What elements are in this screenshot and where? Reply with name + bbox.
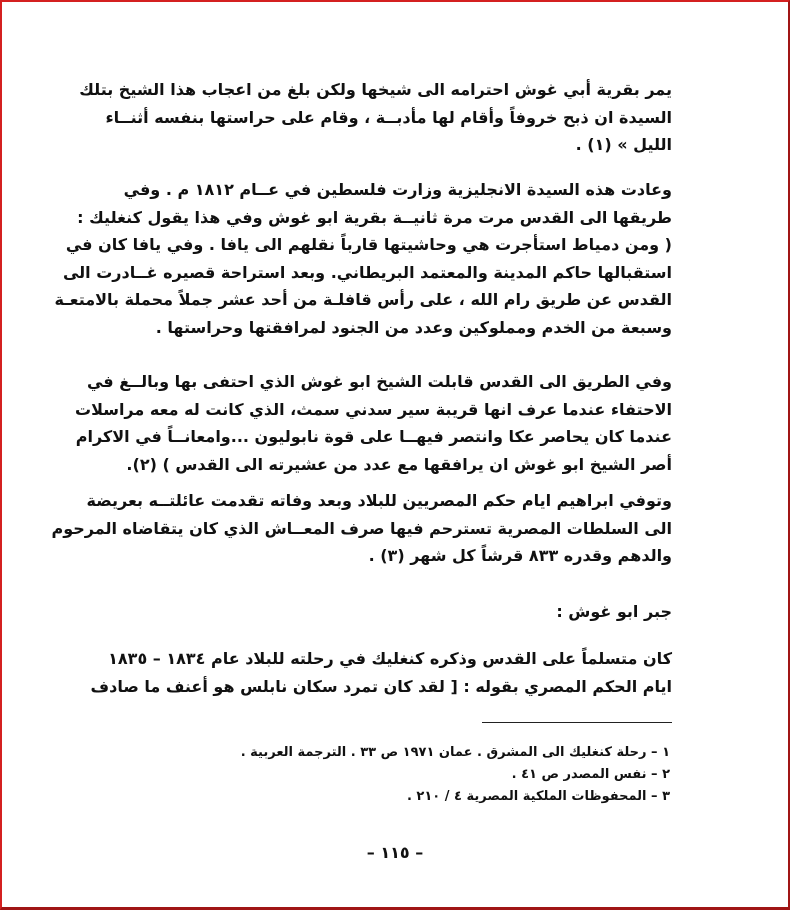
paragraph-5: [90, 645, 672, 700]
text-line: القدس عن طريق رام الله ، على رأس قافلـة من أحد عشر جملاً محملة بالامتعـة: [54, 290, 672, 309]
footnote-divider: [482, 722, 672, 723]
paragraph-1: [79, 76, 672, 159]
paragraph-4: [51, 487, 672, 570]
text-line: السيدة ان ذبح خروفاً وأقام لها مأدبــة ، وقام على حراستها بنفسه أثنــاء: [105, 107, 672, 127]
text-line: ( ومن دمياط استأجرت هي وحاشيتها قارباً نقلهم الى يافا . وفي يافا كان في: [65, 235, 672, 254]
text-line: ايام الحكم المصري بقوله : [ لقد كان تمرد سكان نابلس هو أعنف ما صادف: [90, 676, 672, 696]
text-line: أصر الشيخ ابو غوش ان يرافقها مع عدد من عشيرته الى القدس ) (٢).: [126, 454, 672, 474]
footnote-1: ١ – رحلة كنغليك الى المشرق . عمان ١٩٧١ ص ٣٣ . الترجمة العربية .: [240, 745, 670, 760]
text-line: استقبالها حاكم المدينة والمعتمد البريطاني. وبعد استراحة قصيره غــادرت الى: [62, 262, 672, 282]
text-line: عندما كان يحاصر عكا وانتصر فيهــا على قوة نابوليون ...وامعانــاً في الاكرام: [75, 427, 672, 446]
text-line: وتوفي ابراهيم ايام حكم المصريين للبلاد وبعد وفاته تقدمت عائلتــه بعريضة: [86, 491, 672, 510]
section-heading: جبر ابو غوش :: [556, 602, 672, 621]
text-line: الاحتفاء عندما عرف انها قريبة سير سدني سمث، الذي كانت له معه مراسلات: [74, 399, 672, 419]
footnote-3: ٣ – المحفوظات الملكية المصرية ٤ / ٢١٠ .: [406, 789, 670, 804]
page-number: – ١١٥ –: [366, 843, 424, 862]
text-line: كان متسلماً على القدس وذكره كنغليك في رحلته للبلاد عام ١٨٣٤ – ١٨٣٥: [108, 649, 672, 668]
text-line: طريقها الى القدس مرت مرة ثانيــة بقرية ابو غوش وفي هذا يقول كنغليك :: [77, 207, 672, 227]
text-line: يمر بقرية أبي غوش احترامه الى شيخها ولكن بلغ من اعجاب هذا الشيخ بتلك: [79, 80, 672, 99]
text-line: الليل » (١) .: [575, 135, 672, 154]
text-line: وفي الطريق الى القدس قابلت الشيخ ابو غوش الذي احتفى بها وبالــغ في: [86, 372, 672, 391]
text-line: والدهم وقدره ٨٣٣ قرشاً كل شهر (٣) .: [368, 546, 672, 565]
text-line: وسبعة من الخدم ومملوكين وعدد من الجنود لمرافقتها وحراستها .: [155, 317, 672, 337]
footnote-2: ٢ – نفس المصدر ص ٤١ .: [511, 767, 670, 782]
text-line: وعادت هذه السيدة الانجليزية وزارت فلسطين في عــام ١٨١٢ م . وفي: [123, 180, 672, 199]
paragraph-2: [54, 176, 672, 341]
footnotes: [200, 742, 670, 808]
paragraph-3: [74, 368, 672, 478]
text-line: الى السلطات المصرية تسترحم فيها صرف المعــاش الذي كان يتقاضاه المرحوم: [51, 518, 672, 538]
